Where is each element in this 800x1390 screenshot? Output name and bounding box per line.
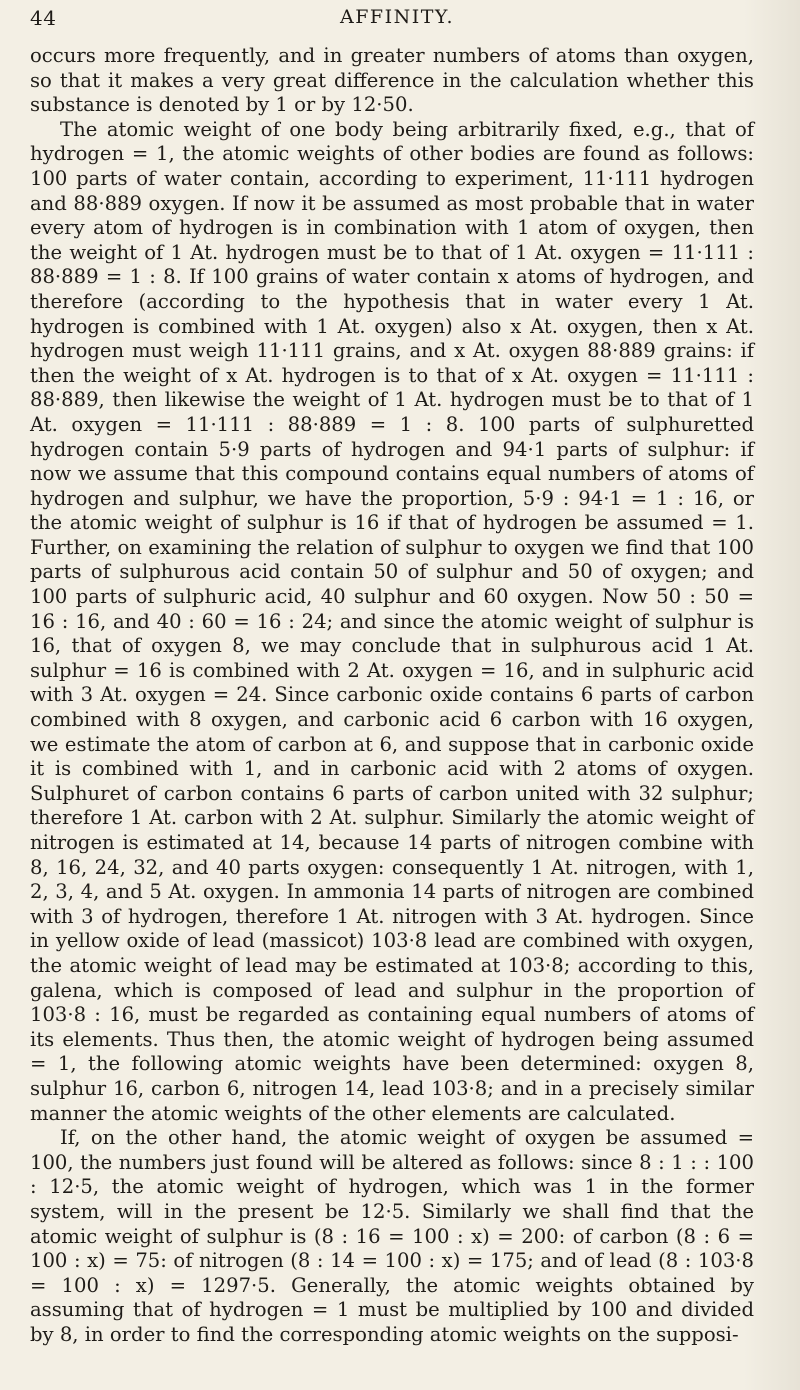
page-number: 44 — [30, 6, 57, 30]
running-head: AFFINITY. — [340, 6, 455, 28]
page-header — [30, 6, 770, 36]
paragraph-oxygen-standard: If, on the other hand, the atomic weight of oxygen be assumed = 100, the numbers just found will be altered as follows: since 8 : 1 : : 100 : 12·5, the atomic weight of hydrogen, which was 1 in the former system, will in the present be 12·5. Similarly we shall find that the atomic weight of sulphur is (8 : 16 = 100 : x) = 200: of carbon (8 : 6 = 100 : x) = 75: of nitrogen (8 : 14 = 100 : x) = 175; and of lead (8 : 103·8 = 100 : x) = 1297·5. Generally, the atomic weights obtained by assuming that of hydrogen = 1 must be multiplied by 100 and divided by 8, in order to find the corresponding atomic weights on the supposi- — [30, 1126, 754, 1346]
paragraph-continuation: occurs more frequently, and in greater numbers of atoms than oxygen, so that it makes a very great difference in the calculation whether this substance is denoted by 1 or by 12·50. — [30, 44, 754, 117]
body-text — [30, 44, 754, 1347]
paragraph-atomic-weights: The atomic weight of one body being arbitrarily fixed, e.g., that of hydrogen = 1, the atomic weights of other bodies are found as follows: 100 parts of water contain, according to experiment, 11·111 hydrogen and 88·889 oxygen. If now it be assumed as most probable that in water every atom of hydrogen is in combination with 1 atom of oxygen, then the weight of 1 At. hydrogen must be to that of 1 At. oxygen = 11·111 : 88·889 = 1 : 8. If 100 grains of water contain x atoms of hydrogen, and therefore (according to the hypothesis that in water every 1 At. hydrogen is combined with 1 At. oxygen) also x At. oxygen, then x At. hydrogen must weigh 11·111 grains, and x At. oxygen 88·889 grains: if then the weight of x At. hydrogen is to that of x At. oxygen = 11·111 : 88·889, then likewise the weight of 1 At. hydrogen must be to that of 1 At. oxygen = 11·111 : 88·889 = 1 : 8. 100 parts of sulphuretted hydrogen contain 5·9 parts of hydrogen and 94·1 parts of sulphur: if now we assume that this compound contains equal numbers of atoms of hydrogen and sulphur, we have the proportion, 5·9 : 94·1 = 1 : 16, or the atomic weight of sulphur is 16 if that of hydrogen be assumed = 1. Further, on examining the relation of sulphur to oxygen we find that 100 parts of sulphurous acid contain 50 of sulphur and 50 of oxygen; and 100 parts of sulphuric acid, 40 sulphur and 60 oxygen. Now 50 : 50 = 16 : 16, and 40 : 60 = 16 : 24; and since the atomic weight of sulphur is 16, that of oxygen 8, we may conclude that in sulphurous acid 1 At. sulphur = 16 is combined with 2 At. oxygen = 16, and in sulphuric acid with 3 At. oxygen = 24. Since carbonic oxide contains 6 parts of carbon combined with 8 oxygen, and carbonic acid 6 carbon with 16 oxygen, we estimate the atom of carbon at 6, and suppose that in carbonic oxide it is combined with 1, and in carbonic acid with 2 atoms of oxygen. Sulphuret of carbon contains 6 parts of carbon united with 32 sulphur; therefore 1 At. carbon with 2 At. sulphur. Similarly the atomic weight of nitrogen is estimated at 14, because 14 parts of nitrogen combine with 8, 16, 24, 32, and 40 parts oxygen: consequently 1 At. nitrogen, with 1, 2, 3, 4, and 5 At. oxygen. In ammonia 14 parts of nitrogen are combined with 3 of hydrogen, therefore 1 At. nitrogen with 3 At. hydrogen. Since in yellow oxide of lead (massicot) 103·8 lead are combined with oxygen, the atomic weight of lead may be estimated at 103·8; according to this, galena, which is composed of lead and sulphur in the proportion of 103·8 : 16, must be regarded as containing equal numbers of atoms of its elements. Thus then, the atomic weight of hydrogen being assumed = 1, the following atomic weights have been determined: oxygen 8, sulphur 16, carbon 6, nitrogen 14, lead 103·8; and in a precisely similar manner the atomic weights of the other elements are calculated. — [30, 117, 754, 1125]
